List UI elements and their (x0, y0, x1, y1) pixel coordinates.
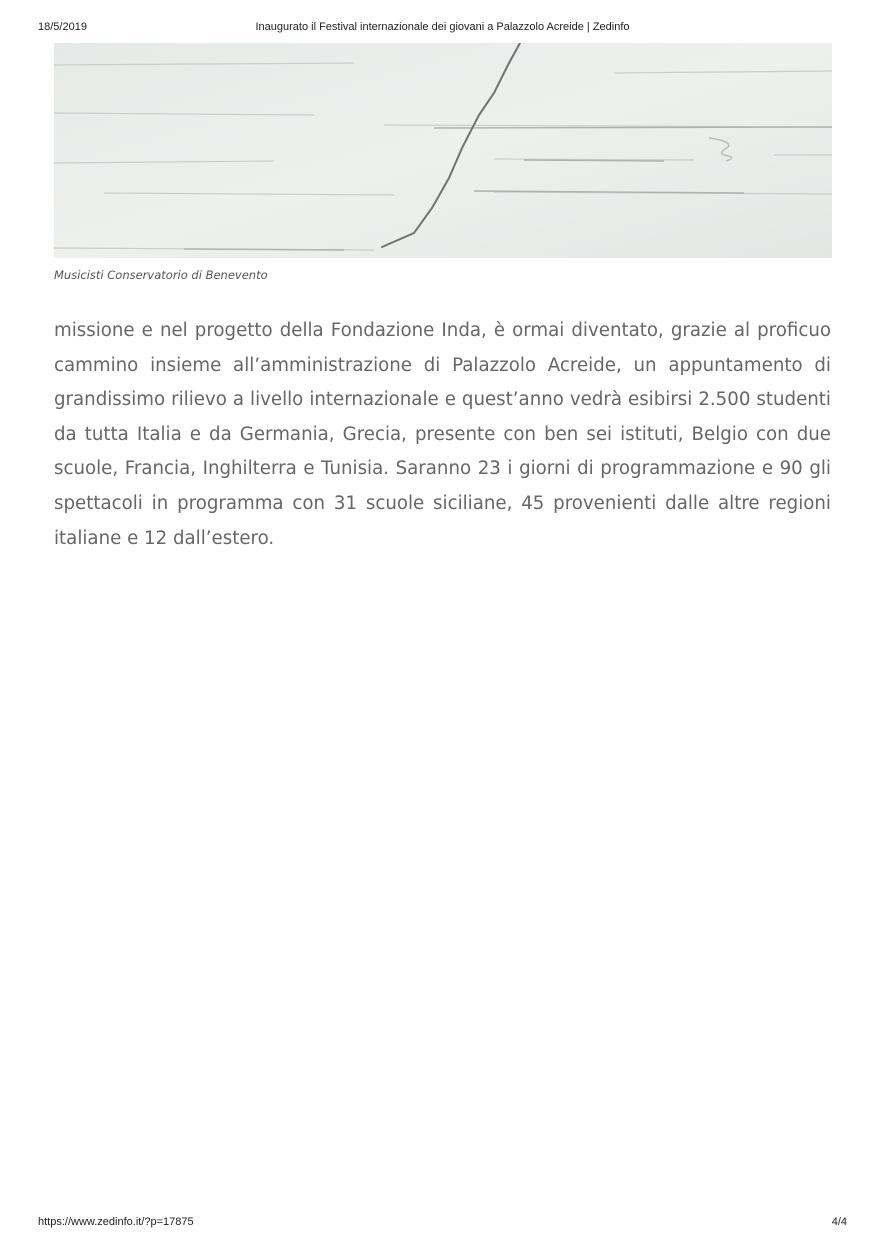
photo-image (54, 43, 832, 258)
print-header (38, 21, 847, 37)
page-title: Inaugurato il Festival internazionale dei giovani a Palazzolo Acreide | Zedinfo (255, 21, 630, 33)
article-photo (54, 43, 832, 258)
article-paragraph: missione e nel progetto della Fondazione Inda, è ormai diventato, grazie al proficuo cammino insieme all’amministrazione di Palazzolo Acreide, un appuntamento di grandissimo rilievo a livello internazionale e quest’anno vedrà esibirsi 2.500 studenti da tutta Italia e da Germania, Grecia, presente con ben sei istituti, Belgio con due scuole, Francia, Inghilterra e Tunisia. Saranno 23 i giorni di programmazione e 90 gli spettacoli in programma con 31 scuole siciliane, 45 provenienti dalle altre regioni italiane e 12 dall’estero. (54, 320, 831, 549)
print-date: 18/5/2019 (38, 21, 87, 33)
photo-caption: Musicisti Conservatorio di Benevento (54, 268, 268, 282)
page-url: https://www.zedinfo.it/?p=17875 (38, 1216, 194, 1228)
print-footer (38, 1216, 847, 1232)
page-number: 4/4 (831, 1216, 847, 1228)
